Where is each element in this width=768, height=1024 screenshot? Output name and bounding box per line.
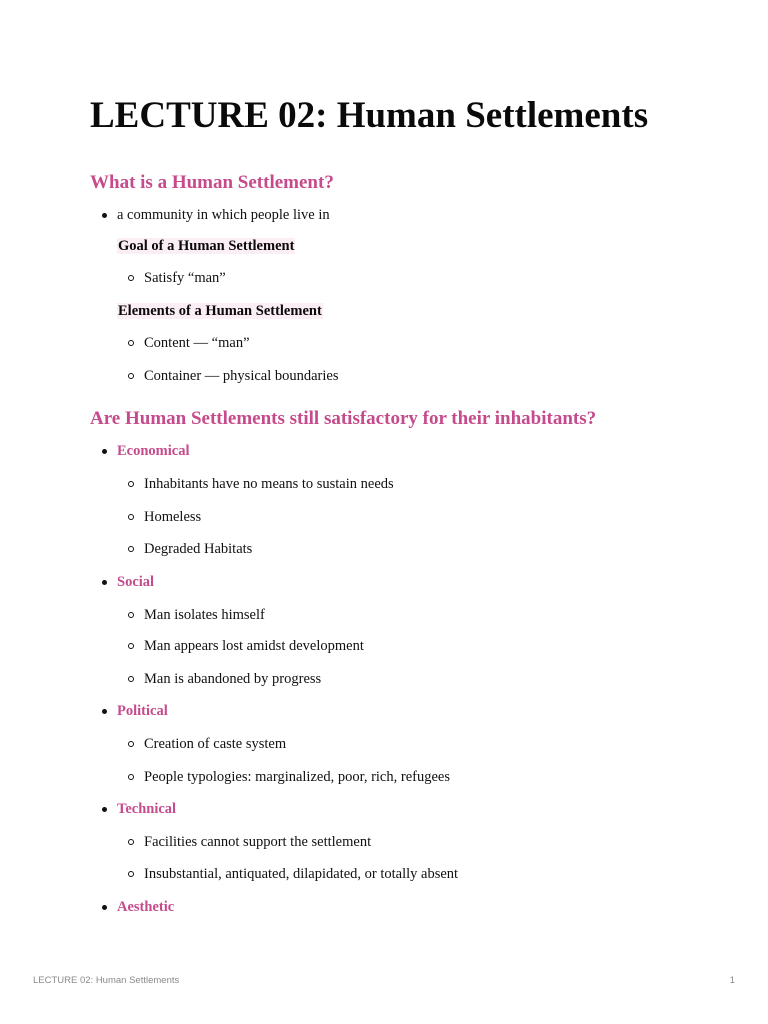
list-item-text: Creation of caste system	[144, 736, 287, 752]
list-item-text: Man appears lost amidst development	[144, 638, 364, 654]
bullet-circle-icon	[128, 481, 134, 487]
list-item	[144, 734, 286, 754]
footer-page-number: 1	[729, 975, 735, 986]
list-item-text: a community in which people live in	[117, 207, 330, 223]
category-political	[117, 701, 168, 721]
subheading-goal	[117, 236, 295, 256]
list-item	[144, 636, 364, 656]
subheading-goal-text: Goal of a Human Settlement	[118, 238, 295, 254]
category-label: Aesthetic	[117, 899, 175, 915]
list-item-text: Degraded Habitats	[144, 541, 253, 557]
bullet-circle-icon	[128, 275, 134, 281]
list-item-text: Insubstantial, antiquated, dilapidated, or totally absent	[144, 866, 459, 882]
bullet-disc-icon	[102, 807, 107, 812]
category-label: Social	[117, 574, 155, 590]
list-item-text: Satisfy “man”	[144, 270, 226, 286]
bullet-circle-icon	[128, 612, 134, 618]
list-item-text: Facilities cannot support the settlement	[144, 834, 372, 850]
bullet-disc-icon	[102, 213, 107, 218]
bullet-disc-icon	[102, 449, 107, 454]
list-item-text: Man is abandoned by progress	[144, 671, 322, 687]
page-title: LECTURE 02: Human Settlements	[90, 95, 649, 136]
bullet-circle-icon	[128, 340, 134, 346]
section-heading-what-is: What is a Human Settlement?	[90, 172, 334, 193]
list-item-goal	[144, 268, 226, 288]
list-item	[144, 767, 450, 787]
bullet-circle-icon	[128, 676, 134, 682]
list-item	[144, 605, 265, 625]
category-social	[117, 572, 154, 592]
bullet-circle-icon	[128, 514, 134, 520]
list-item	[144, 669, 321, 689]
bullet-circle-icon	[128, 839, 134, 845]
category-label: Political	[117, 703, 168, 719]
category-label: Technical	[117, 801, 177, 817]
list-item	[144, 507, 201, 527]
category-label: Economical	[117, 443, 190, 459]
category-aesthetic	[117, 897, 174, 917]
bullet-disc-icon	[102, 709, 107, 714]
bullet-circle-icon	[128, 741, 134, 747]
bullet-disc-icon	[102, 580, 107, 585]
list-item-definition	[117, 205, 330, 225]
category-economical	[117, 441, 190, 461]
list-item	[144, 539, 252, 559]
list-item	[144, 864, 458, 884]
category-technical	[117, 799, 176, 819]
bullet-circle-icon	[128, 546, 134, 552]
list-item-element	[144, 366, 339, 386]
subheading-elements-text: Elements of a Human Settlement	[118, 303, 322, 319]
subheading-elements	[117, 301, 323, 321]
list-item-text: Man isolates himself	[144, 607, 265, 623]
list-item-text: Inhabitants have no means to sustain needs	[144, 476, 394, 492]
bullet-circle-icon	[128, 774, 134, 780]
list-item-text: Container — physical boundaries	[144, 368, 339, 384]
list-item-text: Content — “man”	[144, 335, 250, 351]
bullet-circle-icon	[128, 373, 134, 379]
list-item-text: People typologies: marginalized, poor, rich, refugees	[144, 769, 450, 785]
bullet-circle-icon	[128, 871, 134, 877]
list-item-text: Homeless	[144, 509, 202, 525]
footer-document-title: LECTURE 02: Human Settlements	[33, 975, 180, 986]
bullet-disc-icon	[102, 905, 107, 910]
section-heading-satisfactory: Are Human Settlements still satisfactory for their inhabitants?	[90, 408, 597, 429]
list-item-element	[144, 333, 250, 353]
list-item	[144, 474, 394, 494]
list-item	[144, 832, 371, 852]
bullet-circle-icon	[128, 643, 134, 649]
